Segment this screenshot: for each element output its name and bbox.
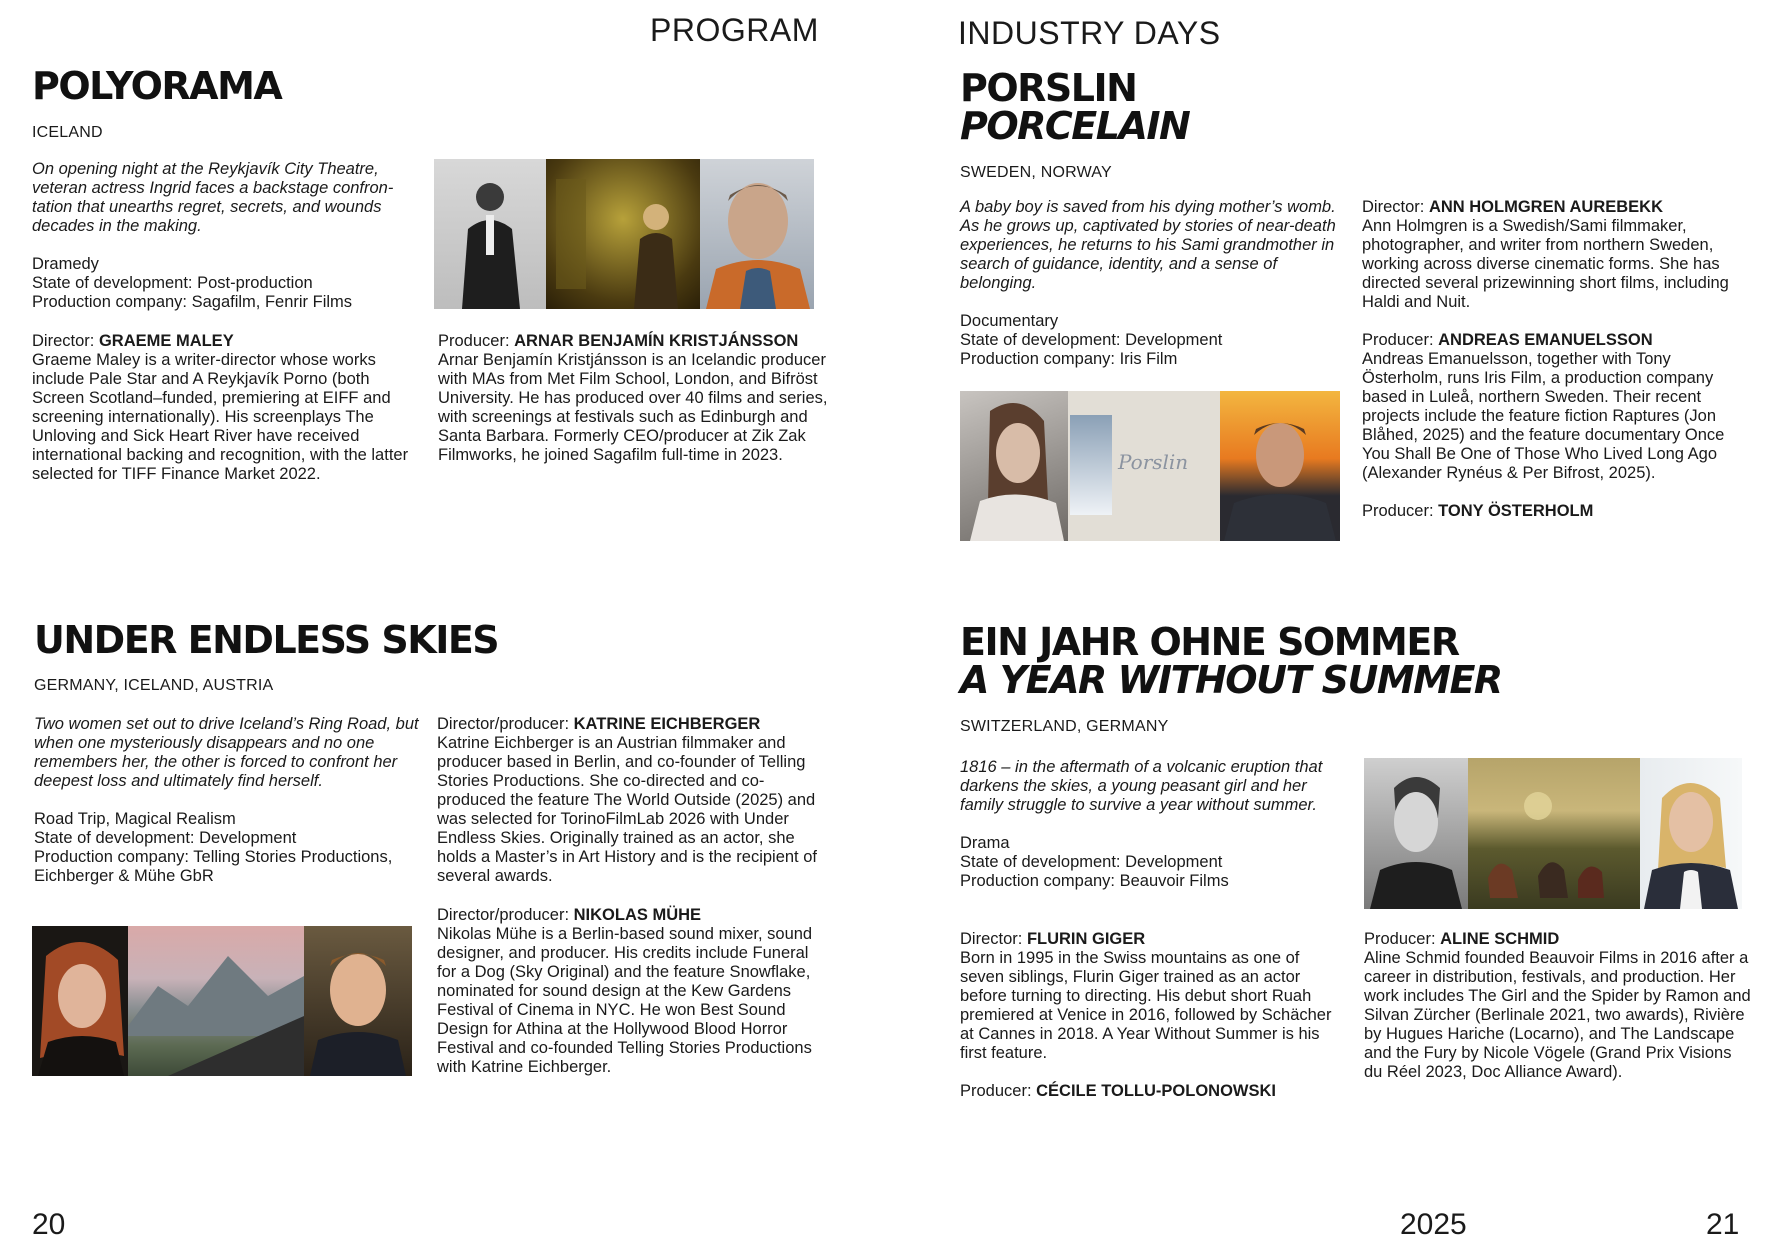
- director-bio: Graeme Maley is a writer-director whose works include Pale Star and A Reykjavík Porno (both Screen Scotland–funded, premiering at EIFF and screening internationally). His screenplays The Unloving and Sick Heart River have received international backing and recognition, with the latter selected for TIFF Finance Market 2022.: [32, 351, 409, 483]
- role-label: Producer:: [960, 1082, 1037, 1100]
- project-photos: [434, 159, 814, 309]
- project-title: PORSLIN: [960, 66, 1137, 110]
- project-title: UNDER ENDLESS SKIES: [34, 618, 499, 662]
- project-country: SWEDEN, NORWAY: [960, 164, 1112, 181]
- project-state: State of development: Post-production: [32, 274, 313, 292]
- director-bio: Ann Holmgren is a Swedish/Sami filmmaker, photographer, and writer from northern Sweden, working across diverse cinematic forms. She has directed several prizewinning short films, including Haldi and Nuit.: [1362, 217, 1729, 311]
- project-genre: Documentary: [960, 312, 1059, 330]
- producer-name: ANDREAS EMANUELSSON: [1438, 331, 1653, 349]
- project-synopsis: A baby boy is saved from his dying mother’s womb. As he grows up, captivated by stories of near-death experiences, he returns to his Sami grandmother in search of guidance, identity, and a sense of belonging.: [960, 198, 1336, 292]
- role-label: Director:: [960, 930, 1027, 948]
- project-company: Production company: Sagafilm, Fenrir Films: [32, 293, 353, 311]
- project-state: State of development: Development: [960, 853, 1223, 871]
- footer-year: 2025: [1400, 1208, 1467, 1241]
- role-label: Director/producer:: [437, 715, 574, 733]
- project-photos: [1364, 758, 1742, 909]
- project-title-english: A YEAR WITHOUT SUMMER: [960, 658, 1502, 702]
- director-block: [960, 930, 1340, 1101]
- project-company: Production company: Beauvoir Films: [960, 872, 1229, 890]
- film-still: [128, 926, 304, 1076]
- film-poster: [1068, 391, 1220, 541]
- producer-bio: Andreas Emanuelsson, together with Tony Österholm, runs Iris Film, a production company based in Luleå, northern Sweden. Their recent projects include the feature fiction Raptures (Jon Blåhed, 2025) and the feature documentary Once You Shall Be One of Those Who Lived Long Ago (Alexander Rynéus & Per Bifrost, 2025).: [1362, 350, 1725, 482]
- project-photos: [960, 391, 1340, 541]
- film-still-painting: [1468, 758, 1640, 909]
- producer-block: [1364, 930, 1752, 1082]
- director-producer-name: KATRINE EICHBERGER: [573, 715, 761, 733]
- project-synopsis: Two women set out to drive Iceland’s Ring Road, but when one mysteriously disappears and no one remembers her, the other is forced to confront her deepest loss and ultimately find herself.: [34, 715, 419, 790]
- director-producer-bio: Nikolas Mühe is a Berlin-based sound mixer, sound designer, and producer. His credits include Funeral for a Dog (Sky Original) and the feature Snowflake, nominated for sound design at the Kew Gardens Festival of Cinema in NYC. He won Best Sound Design for Athina at the Hollywood Blood Horror Festival and co-founded Telling Stories Productions with Katrine Eichberger.: [437, 925, 813, 1076]
- project-info: [960, 758, 1340, 891]
- project-synopsis: 1816 – in the aftermath of a volcanic eruption that darkens the skies, a young peasant girl and her family struggle to survive a year without summer.: [960, 758, 1323, 814]
- project-country: SWITZERLAND, GERMANY: [960, 718, 1169, 735]
- project-info: [32, 160, 412, 312]
- producer-photo: [1220, 391, 1340, 541]
- producer-block: [438, 332, 828, 465]
- producer-photo: [700, 159, 814, 309]
- role-label: Director:: [32, 332, 99, 350]
- poster-title: Porslin: [1118, 450, 1189, 474]
- project-state: State of development: Development: [960, 331, 1223, 349]
- role-label: Producer:: [438, 332, 515, 350]
- header-program: PROGRAM: [650, 12, 819, 48]
- project-photos: [32, 926, 412, 1076]
- page-number-left: 20: [32, 1208, 66, 1241]
- role-label: Producer:: [1362, 331, 1439, 349]
- producer-photo: [1640, 758, 1742, 909]
- director-photo: [32, 926, 128, 1076]
- director-producer-block-2: [437, 906, 817, 1077]
- project-title-english: PORCELAIN: [960, 104, 1190, 148]
- director-block: [32, 332, 412, 484]
- role-label: Producer:: [1362, 502, 1439, 520]
- film-still: [546, 159, 700, 309]
- director-producer-block-1: [437, 715, 817, 886]
- project-company: Production company: Iris Film: [960, 350, 1178, 368]
- director-name: FLURIN GIGER: [1026, 930, 1146, 948]
- director-block: [1362, 198, 1752, 521]
- project-country: ICELAND: [32, 124, 103, 141]
- project-company: Production company: Telling Stories Productions, Eichberger & Mühe GbR: [34, 848, 393, 885]
- role-label: Producer:: [1364, 930, 1441, 948]
- director-photo: [434, 159, 546, 309]
- director-name: ANN HOLMGREN AUREBEKK: [1428, 198, 1663, 216]
- producer-photo: [304, 926, 412, 1076]
- header-industry-days: INDUSTRY DAYS: [958, 15, 1221, 51]
- project-state: State of development: Development: [34, 829, 297, 847]
- producer-name: ALINE SCHMID: [1440, 930, 1560, 948]
- role-label: Director/producer:: [437, 906, 574, 924]
- project-title: POLYORAMA: [32, 64, 282, 108]
- project-synopsis: On opening night at the Reykjavík City Theatre, veteran actress Ingrid faces a backstage confron-tation that unearths regret, secrets, and wounds decades in the making.: [32, 160, 394, 235]
- producer-bio: Aline Schmid founded Beauvoir Films in 2016 after a career in distribution, festivals, and production. Her work includes The Girl and the Spider by Ramon and Silvan Zürcher (Berlinale 2021, two awards), Rivière by Hugues Hariche (Locarno), and The Landscape and the Fury by Nicole Vögele (Grand Prix Visions du Réel 2023, Doc Alliance Award).: [1364, 949, 1751, 1081]
- project-info: [960, 198, 1340, 369]
- page-number-right: 21: [1706, 1208, 1740, 1241]
- producer-bio: Arnar Benjamín Kristjánsson is an Icelandic producer with MAs from Met Film School, London, and Bifröst University. He has produced over 40 films and series, with screenings at festivals such as Edinburgh and Santa Barbara. Formerly CEO/producer at Zik Zak Filmworks, he joined Sagafilm full-time in 2023.: [438, 351, 828, 464]
- project-genre: Drama: [960, 834, 1010, 852]
- director-name: GRAEME MALEY: [98, 332, 234, 350]
- producer2-name: TONY ÖSTERHOLM: [1438, 502, 1594, 520]
- project-country: GERMANY, ICELAND, AUSTRIA: [34, 677, 274, 694]
- project-genre: Road Trip, Magical Realism: [34, 810, 236, 828]
- project-info: [34, 715, 424, 886]
- project-genre: Dramedy: [32, 255, 99, 273]
- director-photo: [960, 391, 1068, 541]
- producer-name: ARNAR BENJAMÍN KRISTJÁNSSON: [514, 332, 799, 350]
- project-title: EIN JAHR OHNE SOMMER: [960, 620, 1459, 664]
- director-producer-name: NIKOLAS MÜHE: [573, 906, 702, 924]
- role-label: Director:: [1362, 198, 1429, 216]
- director-producer-bio: Katrine Eichberger is an Austrian filmmaker and producer based in Berlin, and co-founder of Telling Stories Productions. She co-directed and co-produced the feature The World Outside (2025) and was selected for TorinoFilmLab 2026 with Under Endless Skies. Originally trained as an actor, she holds a Master’s in Art History and is the recipient of several awards.: [437, 734, 817, 885]
- director-bio: Born in 1995 in the Swiss mountains as one of seven siblings, Flurin Giger trained as an actor before turning to directing. His debut short Ruah premiered at Venice in 2016, followed by Schächer at Cannes in 2018. A Year Without Summer is his first feature.: [960, 949, 1332, 1062]
- director-photo: [1364, 758, 1468, 909]
- producer2-name: CÉCILE TOLLU-POLONOWSKI: [1036, 1082, 1276, 1100]
